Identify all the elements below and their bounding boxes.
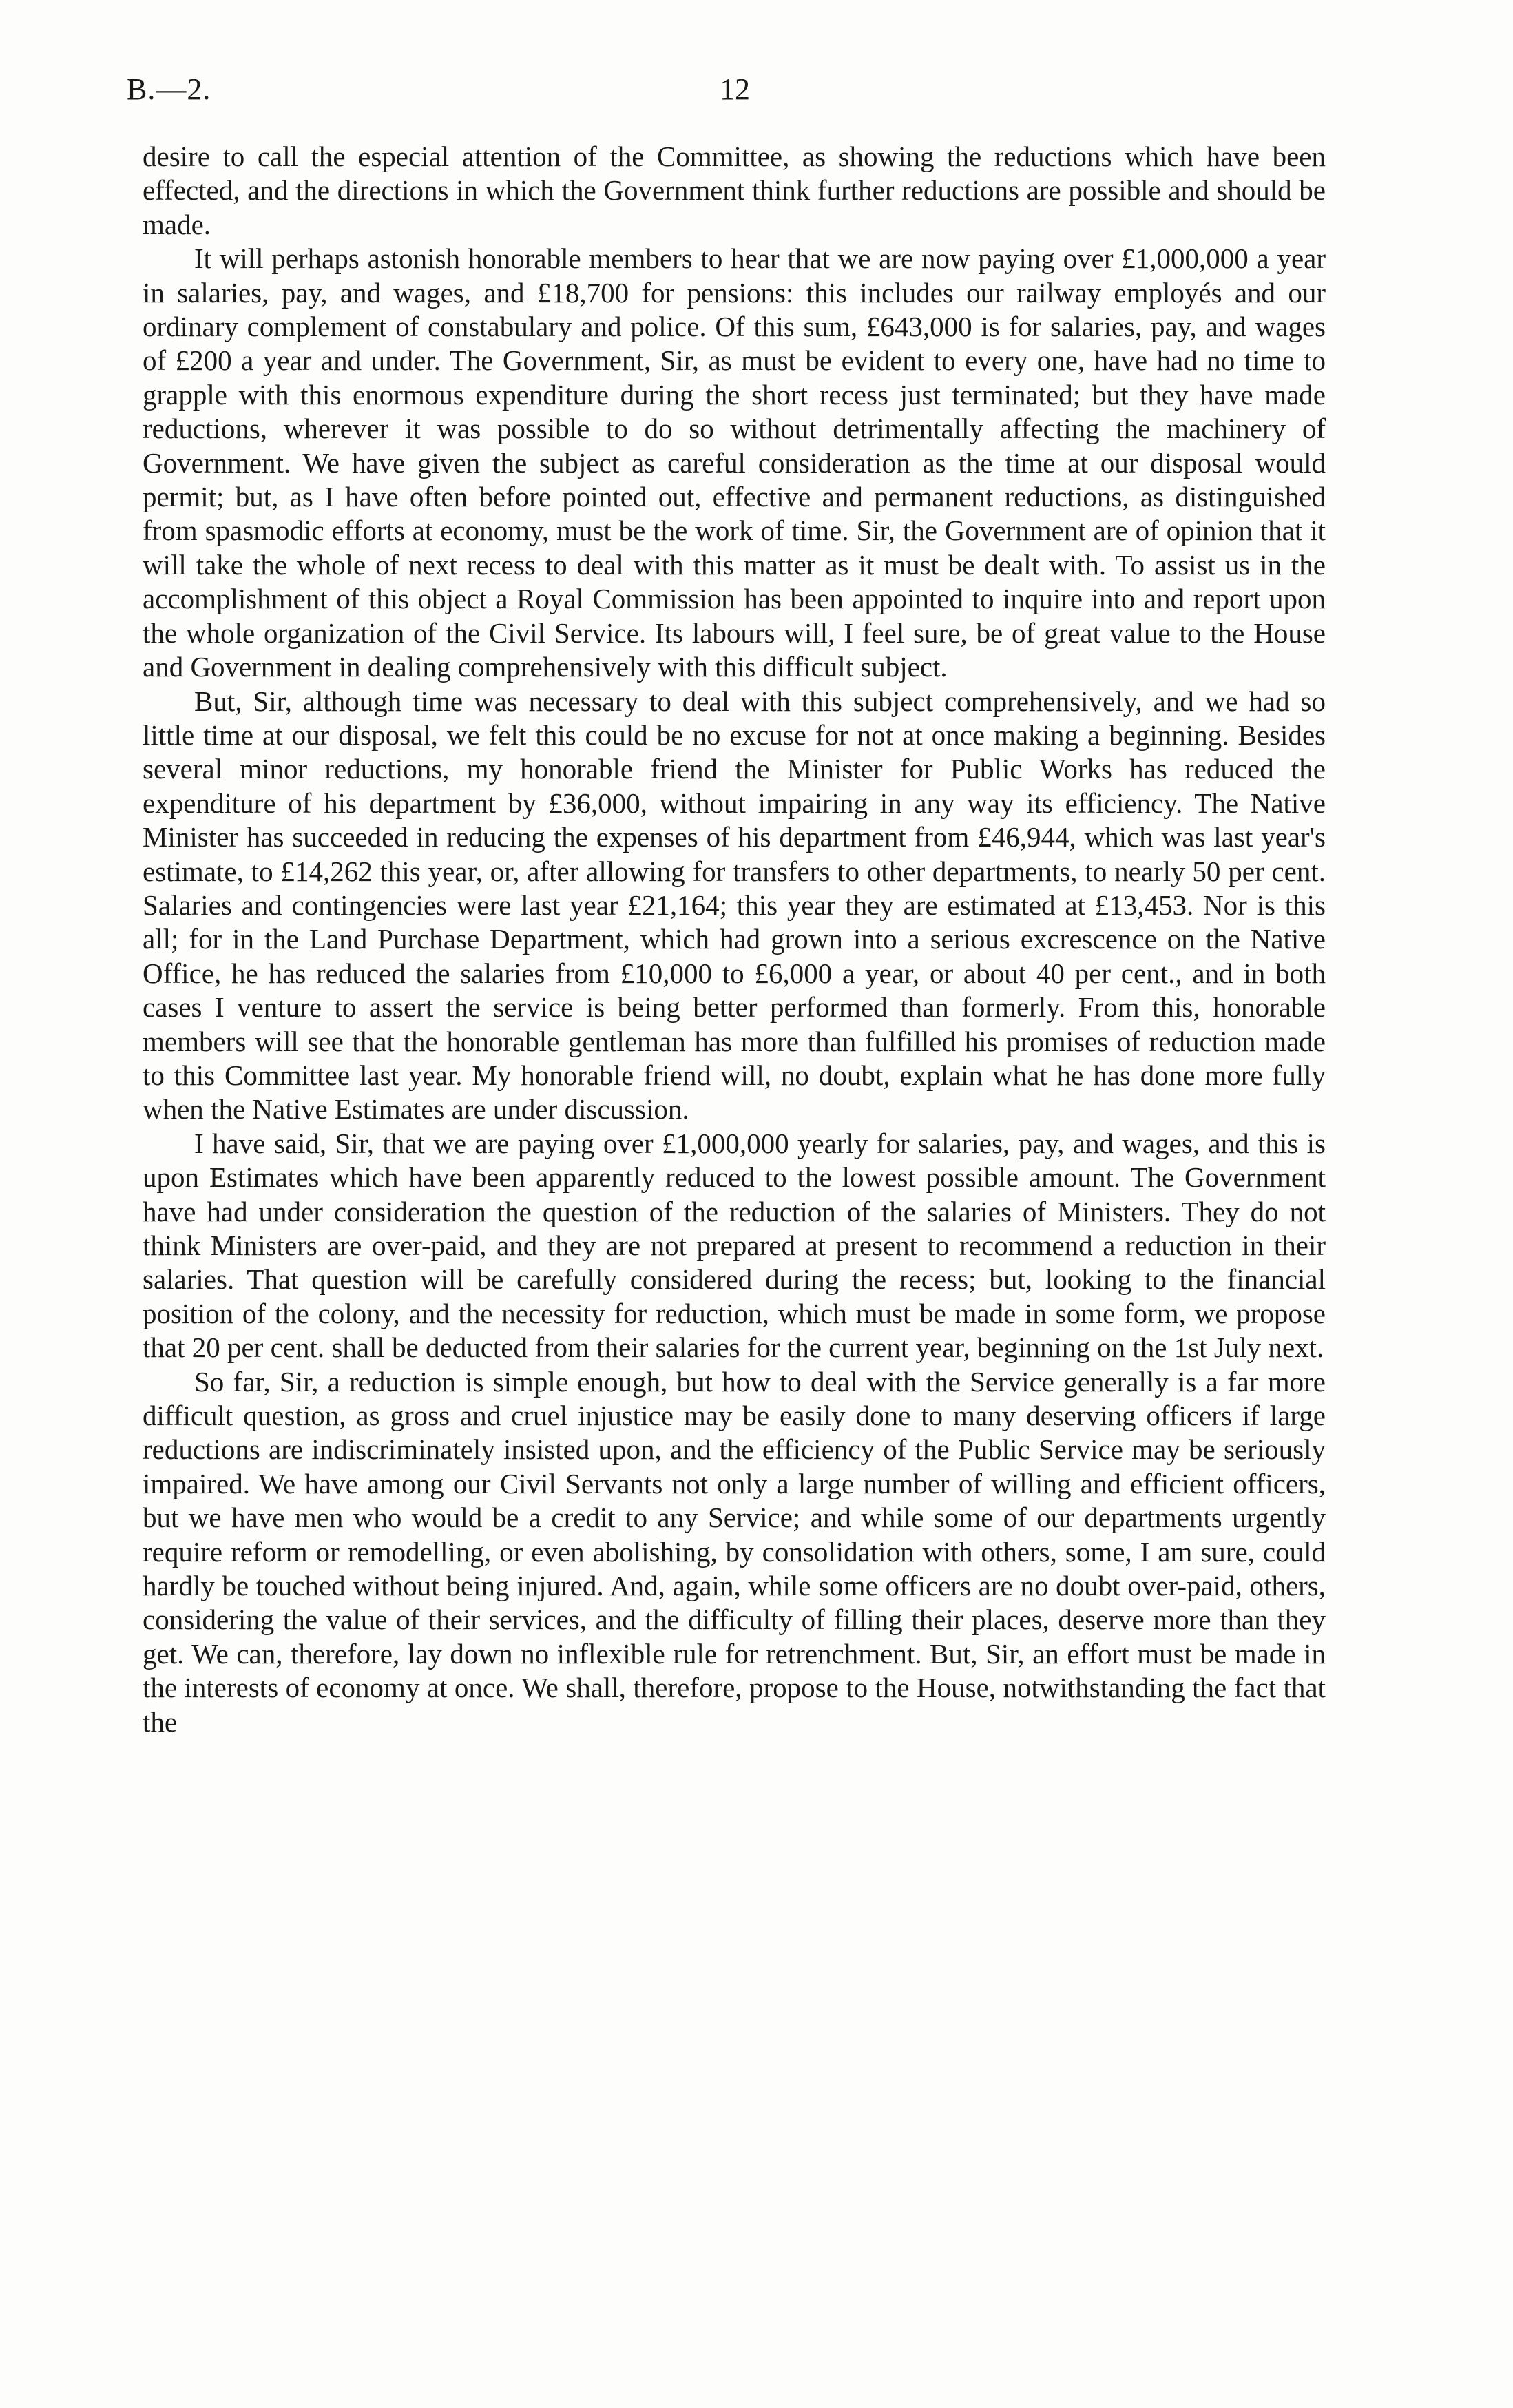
paragraph-ministers-salaries: I have said, Sir, that we are paying over £1,000,000 yearly for salaries, pay, and wages, and this is upon Estimates which have been apparently reduced to the lowest possible amount. The Government have had under consideration the question of the reduction of the salaries of Ministers. They do not think Ministers are over-paid, and they are not prepared at present to recommend a reduction in their salaries. That question will be carefully considered during the recess; but, looking to the financial position of the colony, and the necessity for reduction, which must be made in some form, we propose that 20 per cent. shall be deducted from their salaries for the current year, beginning on the 1st July next. [143, 1127, 1326, 1364]
paragraph-salaries-expenditure: It will perhaps astonish honorable members to hear that we are now paying over £1,000,000 a year in salaries, pay, and wages, and £18,700 for pensions: this includes our railway employés and our ordinary complement of constabulary and police. Of this sum, £643,000 is for salaries, pay, and wages of £200 a year and under. The Government, Sir, as must be evident to every one, have had no time to grapple with this enormous expenditure during the short recess just terminated; but they have made reductions, wherever it was possible to do so without detrimentally affecting the machinery of Government. We have given the subject as careful consideration as the time at our disposal would permit; but, as I have often before pointed out, effective and permanent reductions, as distinguished from spasmodic efforts at economy, must be the work of time. Sir, the Government are of opinion that it will take the whole of next recess to deal with this matter as it must be dealt with. To assist us in the accomplishment of this object a Royal Commission has been appointed to inquire into and report upon the whole organization of the Civil Service. Its labours will, I feel sure, be of great value to the House and Government in dealing comprehensively with this difficult subject. [143, 242, 1326, 683]
page-header [127, 72, 1325, 113]
page-number: 12 [720, 72, 750, 106]
body-text [143, 140, 1326, 1739]
paragraph-service-retrenchment: So far, Sir, a reduction is simple enough, but how to deal with the Service generally is a far more difficult question, as gross and cruel injustice may be easily done to many deserving officers if large reductions are indiscriminately insisted upon, and the efficiency of the Public Service may be seriously impaired. We have among our Civil Servants not only a large number of willing and efficient officers, but we have men who would be a credit to any Service; and while some of our departments urgently require reform or remodelling, or even abolishing, by consolidation with others, some, I am sure, could hardly be touched without being injured. And, again, while some officers are no doubt over-paid, others, considering the value of their services, and the difficulty of filling their places, deserve more than they get. We can, therefore, lay down no inflexible rule for retrenchment. But, Sir, an effort must be made in the interests of economy at once. We shall, therefore, propose to the House, notwithstanding the fact that the [143, 1365, 1326, 1738]
paragraph-continuation: desire to call the especial attention of the Committee, as showing the reductions which have been effected, and the directions in which the Government think further reductions are possible and should be made. [143, 141, 1326, 240]
document-reference: B.—2. [127, 72, 211, 106]
paragraph-department-reductions: But, Sir, although time was necessary to deal with this subject comprehensively, and we had so little time at our disposal, we felt this could be no excuse for not at once making a beginning. Besides several minor reductions, my honorable friend the Minister for Public Works has reduced the expenditure of his department by £36,000, without impairing in any way its efficiency. The Native Minister has succeeded in reducing the expenses of his department from £46,944, which was last year's estimate, to £14,262 this year, or, after allowing for transfers to other departments, to nearly 50 per cent. Salaries and contingencies were last year £21,164; this year they are estimated at £13,453. Nor is this all; for in the Land Purchase Department, which had grown into a serious excrescence on the Native Office, he has reduced the salaries from £10,000 to £6,000 a year, or about 40 per cent., and in both cases I venture to assert the service is being better performed than formerly. From this, honorable members will see that the honorable gentleman has more than fulfilled his promises of reduction made to this Committee last year. My honorable friend will, no doubt, explain what he has done more fully when the Native Estimates are under discussion. [143, 685, 1326, 1125]
